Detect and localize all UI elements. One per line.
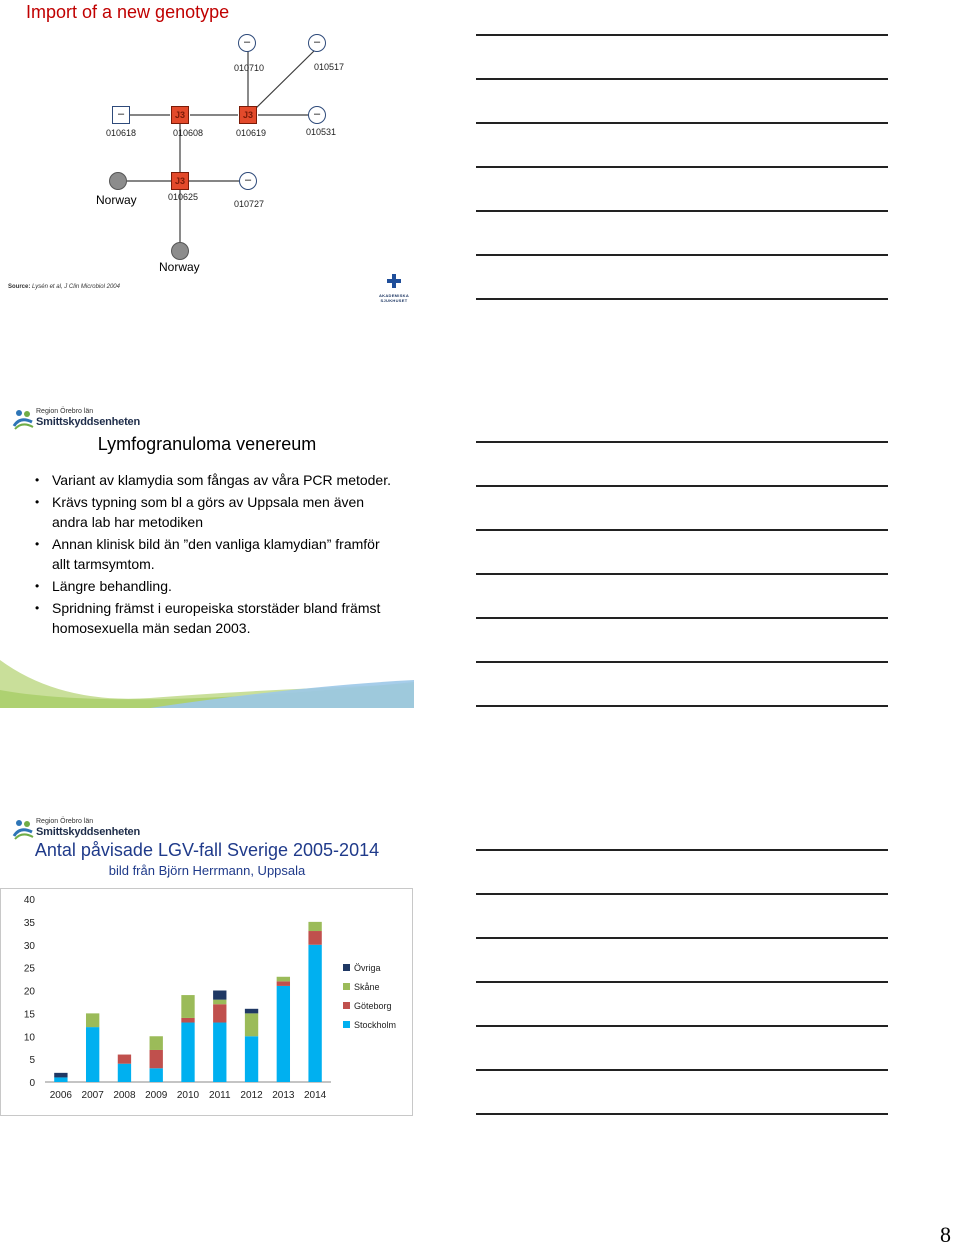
unit-name: Smittskyddsenheten <box>36 416 140 428</box>
notes-line <box>476 1025 888 1027</box>
legend-swatch <box>343 1002 350 1009</box>
node-010618: – <box>112 106 130 124</box>
node-010710: – <box>238 34 256 52</box>
slide-title: Antal påvisade LGV-fall Sverige 2005-2014 <box>34 840 380 860</box>
notes-line <box>476 573 888 575</box>
legend-label: Göteborg <box>354 1001 392 1011</box>
page-number: 8 <box>940 1222 951 1247</box>
node-label: 010710 <box>234 63 265 73</box>
legend-swatch <box>343 1021 350 1028</box>
legend-label: Övriga <box>354 963 381 973</box>
notes-line <box>476 485 888 487</box>
bar-segment <box>150 1036 163 1050</box>
notes-line <box>476 1113 888 1115</box>
notes-line <box>476 210 888 212</box>
bar-segment <box>213 1023 226 1082</box>
bullet-item: • Krävs typning som bl a görs av Uppsala men även andra lab har metodiken <box>32 492 392 532</box>
bar-segment <box>118 1055 131 1064</box>
unit-name: Smittskyddsenheten <box>36 826 140 838</box>
bullet-item: • Längre behandling. <box>32 576 392 596</box>
y-tick-label: 20 <box>23 986 35 998</box>
bar-segment <box>181 995 194 1018</box>
node-norway-2 <box>171 242 189 260</box>
notes-line <box>476 617 888 619</box>
bar-segment <box>54 1077 67 1082</box>
notes-line <box>476 529 888 531</box>
y-tick-label: 30 <box>23 940 35 952</box>
legend-label: Stockholm <box>354 1020 397 1030</box>
notes-line <box>476 1069 888 1071</box>
slide-subtitle: bild från Björn Herrmann, Uppsala <box>108 863 306 878</box>
slide-import-genotype <box>0 0 414 303</box>
bar-segment <box>54 1073 67 1078</box>
bullet-item: • Annan klinisk bild än ”den vanliga klamydian” framför allt tarmsymtom. <box>32 534 392 574</box>
akademiska-logo <box>376 274 412 303</box>
notes-line <box>476 298 888 300</box>
node-norway-1 <box>109 172 127 190</box>
node-label: Norway <box>159 260 200 274</box>
bar-segment <box>213 991 226 1000</box>
node-010625: J3 <box>171 172 189 190</box>
notes-line <box>476 937 888 939</box>
node-010517: – <box>308 34 326 52</box>
bar-segment <box>86 1013 99 1027</box>
notes-line <box>476 661 888 663</box>
source-citation <box>8 284 120 290</box>
node-010608: J3 <box>171 106 189 124</box>
slide-title: Import of a new genotype <box>26 2 230 22</box>
notes-line <box>476 166 888 168</box>
node-010619: J3 <box>239 106 257 124</box>
notes-line <box>476 849 888 851</box>
bar-segment <box>277 981 290 986</box>
x-tick-label: 2008 <box>113 1090 136 1101</box>
cross-icon <box>387 274 401 288</box>
node-label: 010619 <box>236 128 267 138</box>
x-tick-label: 2007 <box>81 1090 104 1101</box>
bar-segment <box>245 1036 258 1082</box>
node-010531: – <box>308 106 326 124</box>
node-label: 010517 <box>314 62 345 72</box>
x-tick-label: 2010 <box>176 1090 200 1101</box>
decorative-wave <box>0 660 414 708</box>
logo-text-1: AKADEMISKA <box>378 293 410 298</box>
y-tick-label: 10 <box>23 1032 35 1044</box>
y-tick-label: 15 <box>23 1009 35 1021</box>
source-text: Lysén et al, J Clin Microbiol 2004 <box>32 284 120 290</box>
bullet-list <box>32 470 392 640</box>
node-label: 010531 <box>306 127 337 137</box>
node-label: 010625 <box>168 192 199 202</box>
bar-segment <box>213 1004 226 1022</box>
bar-segment <box>150 1068 163 1082</box>
node-label: Norway <box>96 193 137 207</box>
region-name: Region Örebro län <box>36 818 94 825</box>
y-tick-label: 5 <box>29 1055 35 1067</box>
chart-svg <box>1 889 412 1115</box>
edge <box>250 50 315 114</box>
bar-segment <box>277 986 290 1082</box>
notes-line <box>476 981 888 983</box>
notes-line <box>476 254 888 256</box>
region-logo <box>12 816 140 842</box>
y-tick-label: 25 <box>23 963 35 975</box>
bar-segment <box>181 1018 194 1023</box>
lgv-chart <box>0 888 413 1116</box>
x-tick-label: 2011 <box>209 1090 231 1101</box>
y-tick-label: 0 <box>29 1078 35 1089</box>
logo-text-2: SJUKHUSET <box>380 298 408 303</box>
node-010727: – <box>239 172 257 190</box>
notes-line <box>476 705 888 707</box>
bar-segment <box>213 1000 226 1005</box>
legend-swatch <box>343 983 350 990</box>
slide-lgv-info <box>0 404 414 708</box>
legend-label: Skåne <box>354 982 380 992</box>
bar-segment <box>181 1023 194 1082</box>
region-logo <box>12 406 140 432</box>
notes-line <box>476 441 888 443</box>
notes-line <box>476 34 888 36</box>
bar-segment <box>118 1064 131 1082</box>
bar-segment <box>308 945 321 1082</box>
x-tick-label: 2012 <box>240 1090 263 1101</box>
x-tick-label: 2006 <box>49 1090 73 1101</box>
x-tick-label: 2009 <box>145 1090 168 1101</box>
node-label: 010608 <box>173 128 204 138</box>
legend-swatch <box>343 964 350 971</box>
notes-line <box>476 893 888 895</box>
bar-segment <box>86 1027 99 1082</box>
slide-lgv-chart <box>0 814 414 1116</box>
bar-segment <box>150 1050 163 1068</box>
region-mark-icon <box>12 408 34 430</box>
slide-title: Lymfogranuloma venereum <box>97 434 317 454</box>
bar-segment <box>245 1009 258 1014</box>
y-tick-label: 40 <box>23 895 35 906</box>
source-prefix: Source: <box>8 284 31 290</box>
bullet-item: • Spridning främst i europeiska storstäder bland främst homosexuella män sedan 2003. <box>32 598 392 638</box>
x-tick-label: 2014 <box>303 1090 327 1101</box>
y-tick-label: 35 <box>23 917 35 929</box>
bar-segment <box>308 922 321 931</box>
bar-segment <box>277 977 290 982</box>
notes-line <box>476 78 888 80</box>
region-mark-icon <box>12 818 34 840</box>
bar-segment <box>245 1013 258 1036</box>
notes-line <box>476 122 888 124</box>
region-name: Region Örebro län <box>36 408 94 415</box>
bar-segment <box>308 931 321 945</box>
node-label: 010727 <box>234 199 265 209</box>
bullet-item: • Variant av klamydia som fångas av våra PCR metoder. <box>32 470 392 490</box>
genotype-network-edges <box>0 0 414 300</box>
x-tick-label: 2013 <box>272 1090 295 1101</box>
node-label: 010618 <box>106 128 137 138</box>
